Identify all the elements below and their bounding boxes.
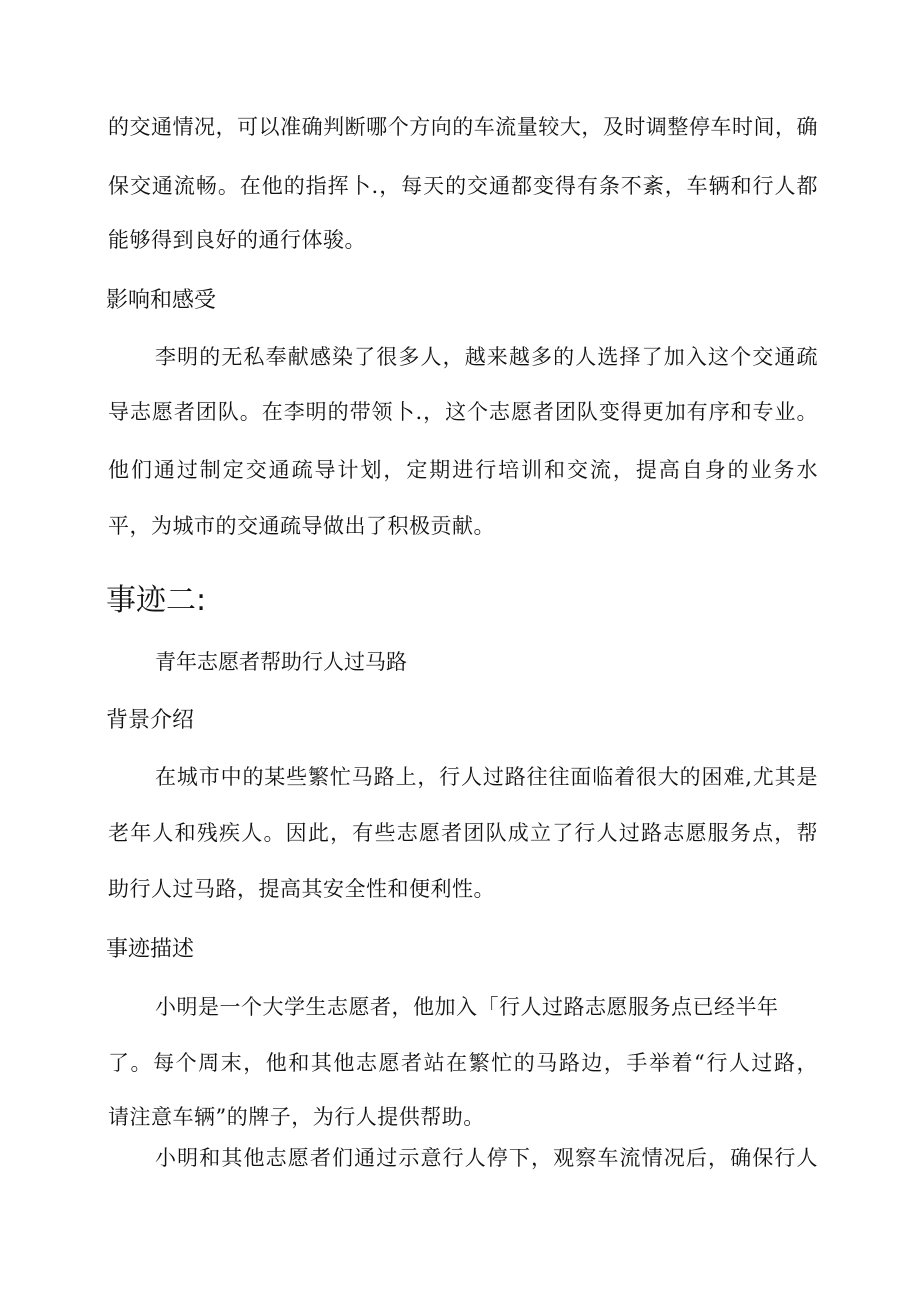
paragraph-line: 平，为城市的交通疏导做出了积极贡献。 (108, 514, 495, 538)
section-heading-description: 事迹描述 (106, 937, 195, 962)
paragraph-line: 在城市中的某些繁忙马路上，行人过路往往面临着很大的困难,尤其是 (155, 765, 818, 789)
paragraph-line: 老年人和残疾人。因此，有些志愿者团队成立了行人过路志愿服务点，帮 (108, 821, 818, 845)
paragraph-line: 小明是一个大学生志愿者，他加入「行人过路志愿服务点已经半年 (155, 995, 779, 1019)
paragraph-line: 能够得到良好的通行体骏。 (108, 228, 366, 252)
paragraph-line: 助行人过马路，提高其安全性和便利性。 (108, 877, 495, 901)
paragraph-line: 导志愿者团队。在李明的带领卜.，这个志愿者团队变得更加有序和专业。 (108, 400, 818, 424)
section-heading-impact: 影响和感受 (106, 288, 217, 313)
paragraph-line: 保交通流畅。在他的指挥卜.，每天的交通都变得有条不紊，车辆和行人都 (108, 174, 818, 198)
paragraph-line: 请注意车辆”的牌子，为行人提供帮助。 (108, 1105, 485, 1129)
paragraph-line: 他们通过制定交通疏导计划，定期进行培训和交流，提高自身的业务水 (108, 458, 818, 482)
paragraph-line: 小明和其他志愿者们通过示意行人停下，观察车流情况后，确保行人 (155, 1146, 818, 1170)
story-subtitle: 青年志愿者帮助行人过马路 (155, 650, 407, 674)
paragraph-line: 了。每个周末，他和其他志愿者站在繁忙的马路边，手举着“行人过路， (108, 1051, 818, 1075)
story-heading: 事迹二: (106, 583, 207, 618)
section-heading-background: 背景介绍 (106, 708, 195, 733)
paragraph-line: 的交通情况，可以准确判断哪个方向的车流量较大，及时调整停车时间，确 (108, 115, 818, 139)
paragraph-line: 李明的无私奉献感染了很多人，越来越多的人选择了加入这个交通疏 (155, 345, 818, 369)
